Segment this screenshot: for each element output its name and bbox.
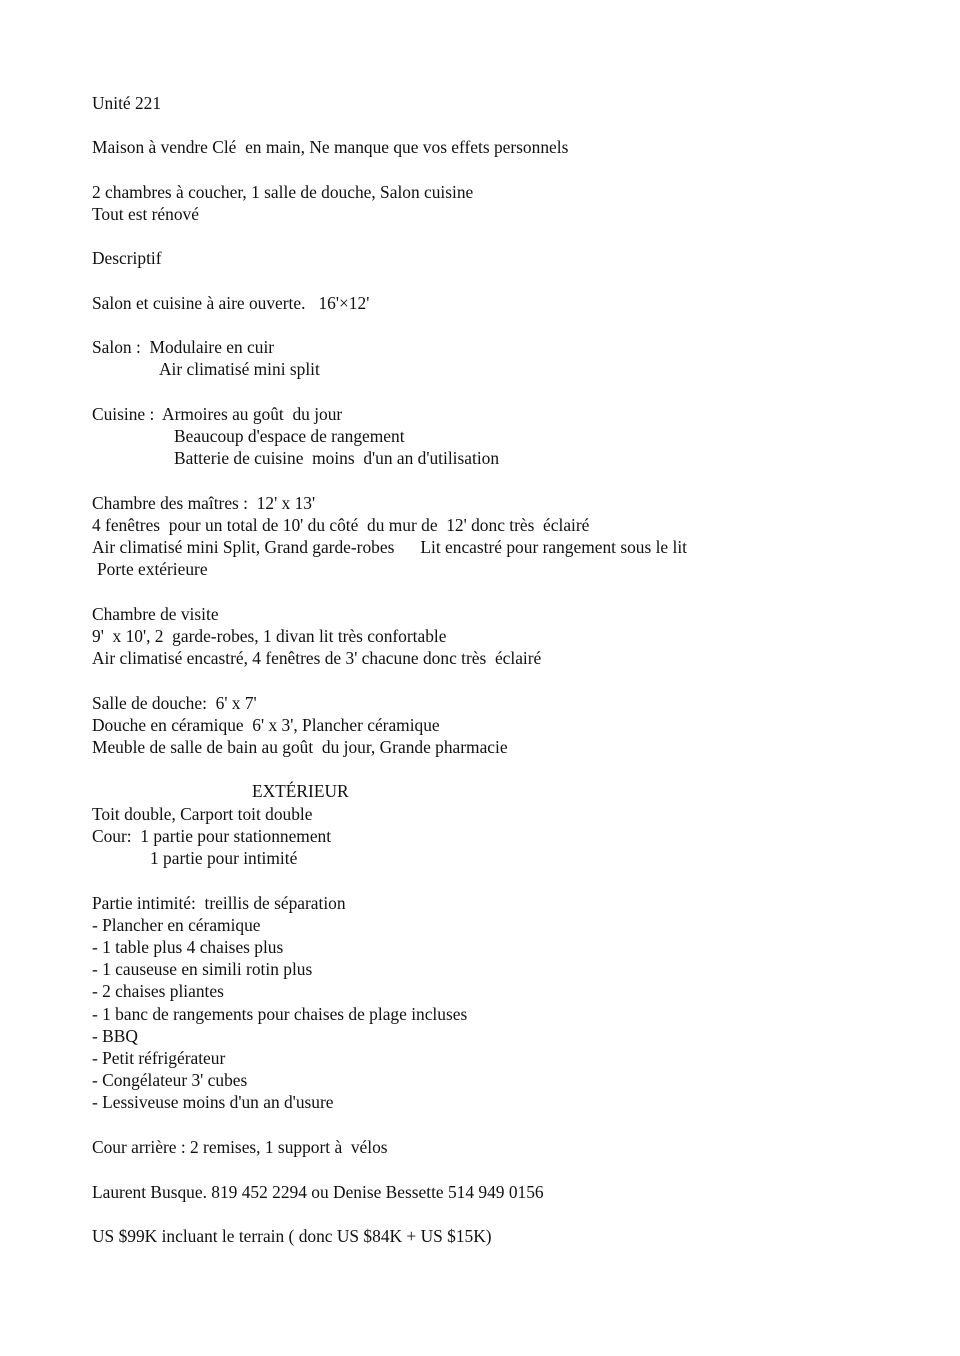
cuisine-item: Beaucoup d'espace de rangement [174,426,405,446]
cuisine-item: Batterie de cuisine moins d'un an d'utilisation [174,448,500,468]
list-item: - 2 chaises pliantes [92,981,224,1001]
salon-label: Salon : Modulaire en cuir [92,337,275,357]
contact-line: Laurent Busque. 819 452 2294 ou Denise Bessette 514 949 0156 [92,1182,544,1202]
list-item: - 1 table plus 4 chaises plus [92,937,284,957]
salon-item: Air climatisé mini split [159,359,320,379]
salle-douche-line: Douche en céramique 6' x 3', Plancher céramique [92,715,440,735]
chambre-maitres-line: Air climatisé mini Split, Grand garde-robes Lit encastré pour rangement sous le lit [92,537,687,557]
descriptif-heading: Descriptif [92,248,162,268]
list-item: - Plancher en céramique [92,915,261,935]
list-item: - BBQ [92,1026,138,1046]
exterieur-heading: EXTÉRIEUR [252,781,349,801]
summary-line: 2 chambres à coucher, 1 salle de douche, Salon cuisine [92,182,474,202]
partie-intimite-label: Partie intimité: treillis de séparation [92,893,346,913]
unit-number: Unité 221 [92,93,162,113]
chambre-maitres-line: 4 fenêtres pour un total de 10' du côté du mur de 12' donc très éclairé [92,515,590,535]
cour-item: 1 partie pour intimité [150,848,298,868]
chambre-maitres-line: Chambre des maîtres : 12' x 13' [92,493,316,513]
salle-douche-line: Meuble de salle de bain au goût du jour, Grande pharmacie [92,737,508,757]
salle-douche-line: Salle de douche: 6' x 7' [92,693,257,713]
exterieur-toit: Toit double, Carport toit double [92,804,313,824]
list-item: - 1 banc de rangements pour chaises de plage incluses [92,1004,468,1024]
list-item: - Petit réfrigérateur [92,1048,226,1068]
chambre-visite-line: Air climatisé encastré, 4 fenêtres de 3' chacune donc très éclairé [92,648,542,668]
chambre-maitres-line: Porte extérieure [97,559,208,579]
cour-label: Cour: 1 partie pour stationnement [92,826,332,846]
list-item: - 1 causeuse en simili rotin plus [92,959,313,979]
headline: Maison à vendre Clé en main, Ne manque que vos effets personnels [92,137,569,157]
cour-arriere-line: Cour arrière : 2 remises, 1 support à vélos [92,1137,388,1157]
salon-cuisine-line: Salon et cuisine à aire ouverte. 16'×12' [92,293,370,313]
chambre-visite-line: 9' x 10', 2 garde-robes, 1 divan lit très confortable [92,626,447,646]
list-item: - Congélateur 3' cubes [92,1070,248,1090]
price-line: US $99K incluant le terrain ( donc US $84K + US $15K) [92,1226,492,1246]
cuisine-label: Cuisine : Armoires au goût du jour [92,404,343,424]
summary-line: Tout est rénové [92,204,199,224]
chambre-visite-line: Chambre de visite [92,604,219,624]
list-item: - Lessiveuse moins d'un an d'usure [92,1092,334,1112]
